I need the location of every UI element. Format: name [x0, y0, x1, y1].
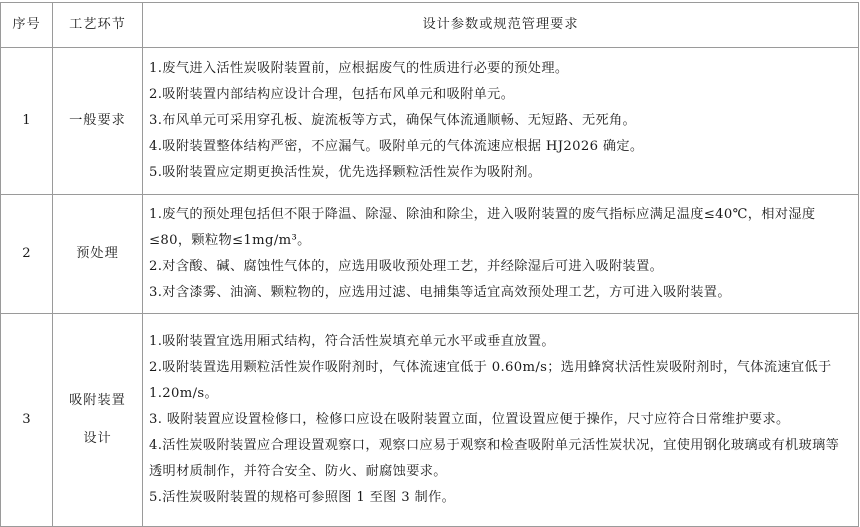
process-step-label: 一般要求: [69, 113, 126, 128]
process-step-label: 预处理: [76, 246, 119, 261]
table-row: [1, 195, 859, 314]
requirement-item: 4.活性炭吸附装置应合理设置观察口，观察口应易于观察和检查吸附单元活性炭状况，宜使用钢化玻璃或有机玻璃等透明材质制作，并符合安全、防火、耐腐蚀要求。: [149, 438, 840, 479]
table-row: [1, 48, 859, 195]
header-process-step: 工艺环节: [53, 3, 143, 48]
requirement-item: 4.吸附装置整体结构严密，不应漏气。吸附单元的气体流速应根据 HJ2026 确定。: [149, 139, 644, 154]
row-process-step: [53, 314, 143, 527]
requirement-item: 1.吸附装置宜选用厢式结构，符合活性炭填充单元水平或垂直放置。: [149, 334, 555, 349]
requirement-item: 3.对含漆雾、油滴、颗粒物的，应选用过滤、电捕集等适宜高效预处理工艺，方可进入吸附装置。: [149, 285, 731, 300]
table-header-row: [1, 3, 859, 48]
process-step-label-line1: 吸附装置: [69, 393, 126, 408]
row-process-step: [53, 48, 143, 195]
requirement-item: 1.废气进入活性炭吸附装置前，应根据废气的性质进行必要的预处理。: [149, 61, 569, 76]
requirement-item: 3. 吸附装置应设置检修口，检修口应设在吸附装置立面，位置设置应便于操作，尺寸应符合日常维护要求。: [149, 412, 790, 427]
requirement-item: 3.布风单元可采用穿孔板、旋流板等方式，确保气体流通顺畅、无短路、无死角。: [149, 113, 637, 128]
row-serial-number: 1: [1, 48, 53, 195]
row-requirements: [143, 195, 859, 314]
requirement-item: 2.对含酸、碱、腐蚀性气体的，应选用吸收预处理工艺，并经除湿后可进入吸附装置。: [149, 259, 664, 274]
requirement-item: 5.吸附装置应定期更换活性炭，优先选择颗粒活性炭作为吸附剂。: [149, 165, 542, 180]
row-requirements: [143, 48, 859, 195]
row-serial-number: 2: [1, 195, 53, 314]
row-requirements: [143, 314, 859, 527]
process-step-label-line2: 设计: [83, 431, 112, 446]
header-requirements: 设计参数或规范管理要求: [143, 3, 859, 48]
table-row: [1, 314, 859, 527]
requirements-table: [0, 2, 859, 527]
header-serial-number: 序号: [1, 3, 53, 48]
requirement-item: 2.吸附装置内部结构应设计合理，包括布风单元和吸附单元。: [149, 87, 515, 102]
requirement-item: 5.活性炭吸附装置的规格可参照图 1 至图 3 制作。: [149, 490, 456, 505]
row-serial-number: 3: [1, 314, 53, 527]
row-process-step: [53, 195, 143, 314]
requirement-item: 2.吸附装置选用颗粒活性炭作吸附剂时，气体流速宜低于 0.60m/s；选用蜂窝状活性炭吸附剂时，气体流速宜低于 1.20m/s。: [149, 360, 832, 401]
requirement-item: 1.废气的预处理包括但不限于降温、除湿、除油和除尘，进入吸附装置的废气指标应满足温度≤40℃，相对湿度≤80，颗粒物≤1mg/m³。: [149, 207, 816, 248]
